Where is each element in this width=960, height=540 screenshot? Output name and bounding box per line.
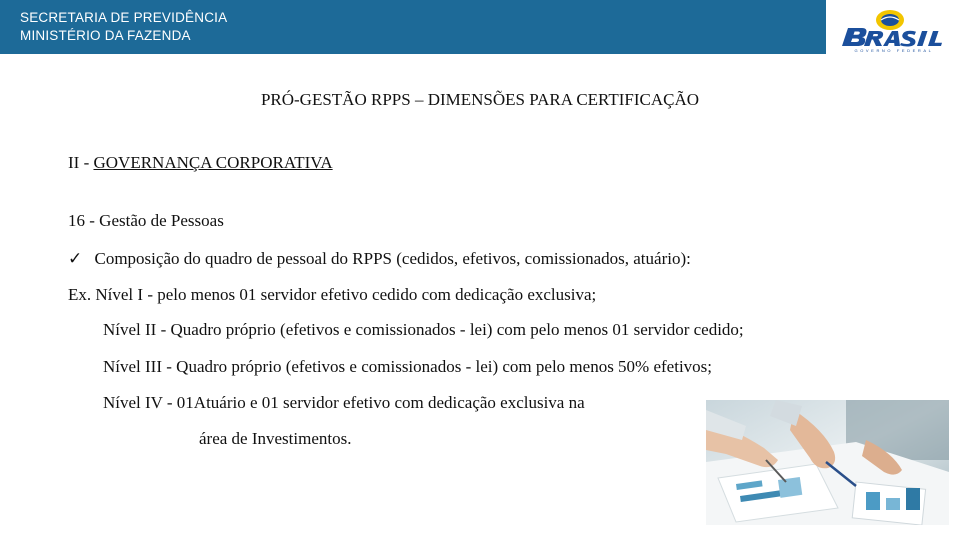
section-name: GOVERNANÇA CORPORATIVA [93, 153, 333, 172]
level-item: Nível IV - 01Atuário e 01 servidor efetivo com dedicação exclusiva na [103, 393, 585, 412]
page-title: PRÓ-GESTÃO RPPS – DIMENSÕES PARA CERTIFICAÇÃO [260, 90, 700, 109]
organization-name [20, 9, 227, 45]
checklist-text: Composição do quadro de pessoal do RPPS (cedidos, efetivos, comissionados, atuário): [94, 249, 691, 268]
checklist-item [68, 249, 691, 269]
org-line-1: SECRETARIA DE PREVIDÊNCIA [20, 10, 228, 25]
header-bar [0, 0, 960, 54]
level-item: Nível II - Quadro próprio (efetivos e comissionados - lei) com pelo menos 01 servidor cedido; [103, 320, 744, 339]
org-line-2: MINISTÉRIO DA FAZENDA [20, 28, 191, 43]
section-heading [68, 153, 333, 173]
check-icon: ✓ [68, 249, 83, 268]
level-item: Ex. Nível I - pelo menos 01 servidor efetivo cedido com dedicação exclusiva; [68, 285, 597, 304]
item-heading: 16 - Gestão de Pessoas [68, 211, 224, 230]
brasil-logo [826, 0, 960, 54]
logo-subtext: GOVERNO FEDERAL [854, 48, 934, 53]
level-item: Nível III - Quadro próprio (efetivos e comissionados - lei) com pelo menos 50% efetivos; [103, 357, 713, 376]
level-item-continuation: área de Investimentos. [199, 429, 352, 448]
section-prefix: II - [68, 153, 94, 172]
office-meeting-photo [706, 400, 949, 525]
brasil-logo-icon [826, 0, 960, 54]
